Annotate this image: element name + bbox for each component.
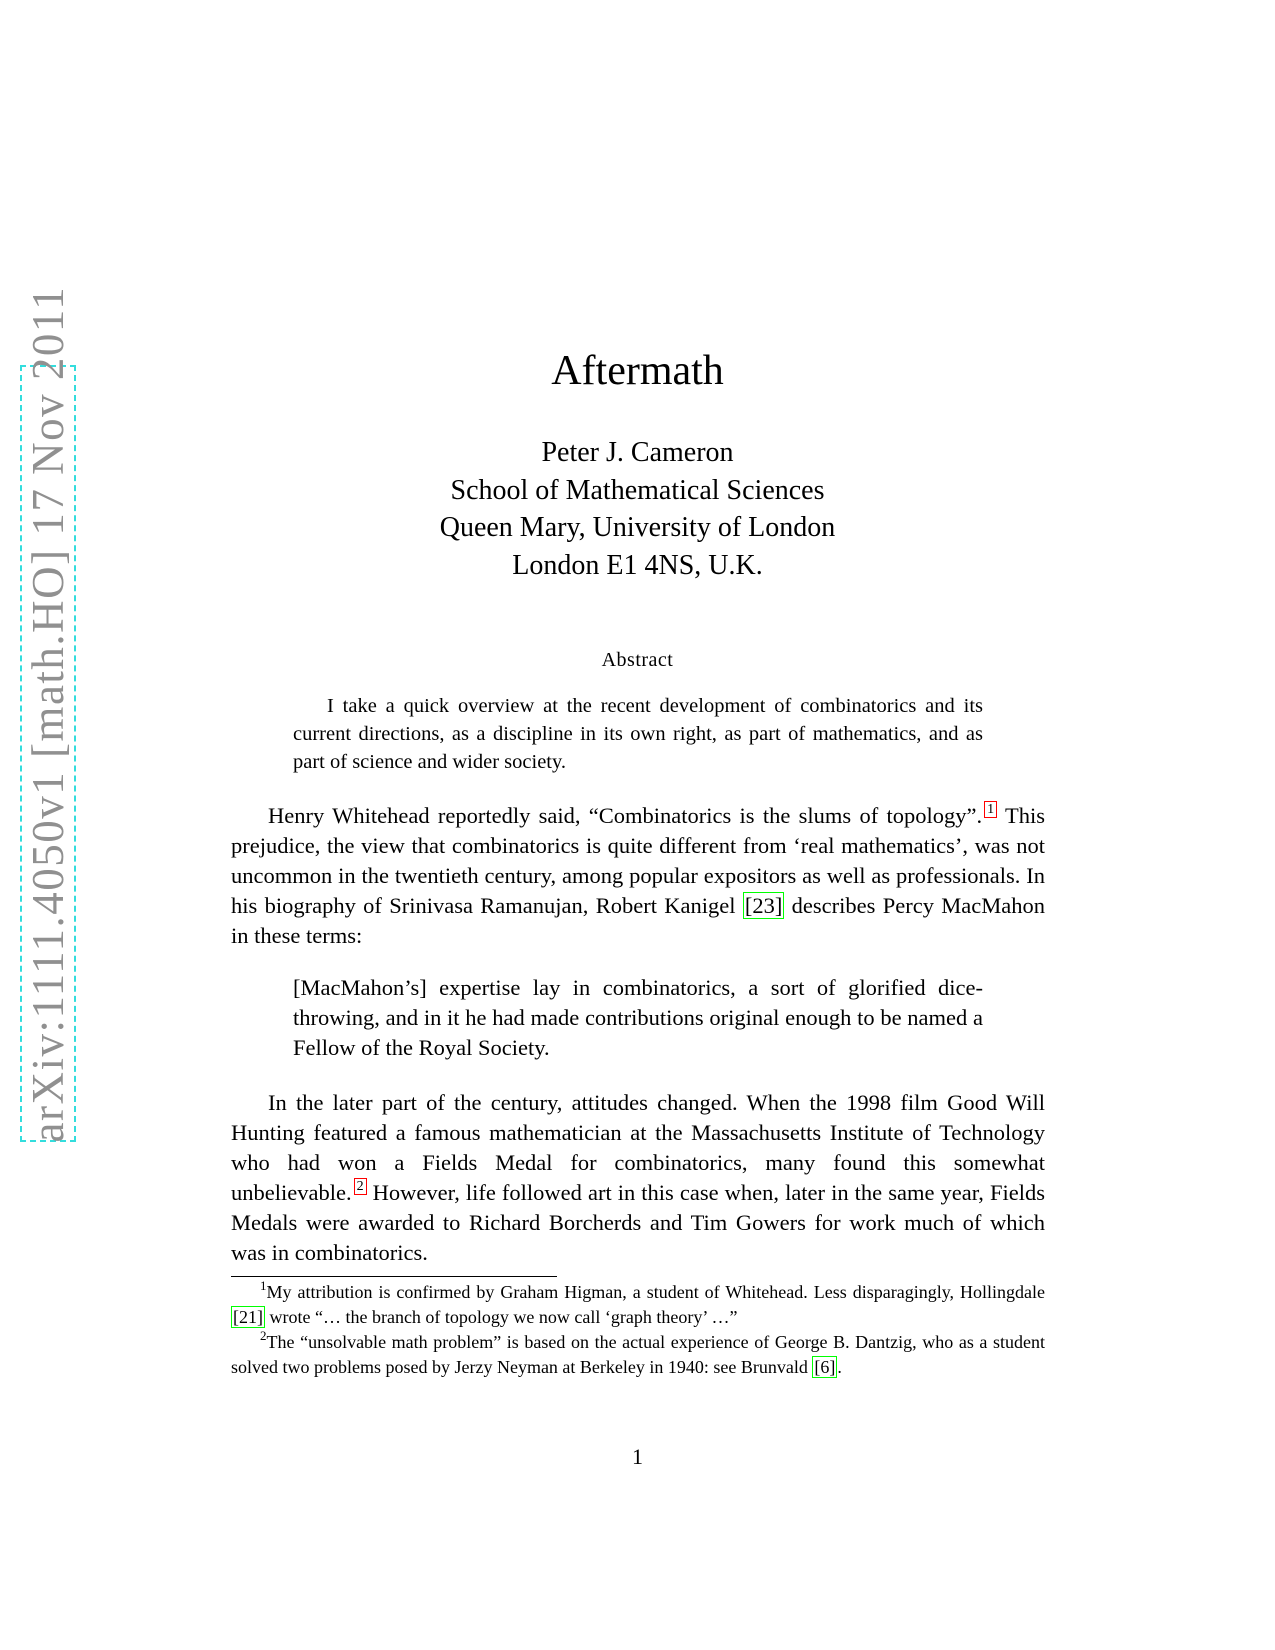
citation-link-23[interactable]: [23] [744, 893, 783, 918]
para1-text-a: Henry Whitehead reportedly said, “Combinatorics is the slums of topology”. [268, 803, 983, 828]
footnote-rule [231, 1276, 557, 1277]
footnote-number: 1 [260, 1278, 267, 1293]
paper-title: Aftermath [551, 348, 724, 394]
affiliation-line: School of Mathematical Sciences [450, 474, 825, 506]
arxiv-stamp-text: arXiv:1111.4050v1 [math.HO] 17 Nov 2011 [23, 285, 73, 1142]
footnote-1-text-b: wrote “… the branch of topology we now call ‘graph theory’ …” [265, 1307, 738, 1327]
footnote-link-1[interactable]: 1 [984, 801, 997, 818]
abstract-heading: Abstract [601, 649, 674, 671]
footnote-2-text-b: . [837, 1357, 842, 1377]
para2-text-a: In the later part of the century, attitudes changed. When the 1998 film Good Will Hunting featured a famous mathematician at the Massachusetts Institute of Technology who had won a Fields Medal for combinatorics, many found this somewhat unbelievable. [231, 1090, 1045, 1205]
block-quote: [MacMahon’s] expertise lay in combinatorics, a sort of glorified dice-throwing, and in it he had made contributions original enough to be named a Fellow of the Royal Society. [293, 975, 983, 1060]
footnote-1 [231, 1280, 1045, 1330]
affiliation-line: London E1 4NS, U.K. [512, 549, 763, 581]
para2-text-b: However, life followed art in this case when, later in the same year, Fields Medals were awarded to Richard Borcherds and Tim Gowers for work much of which was in combinatorics. [231, 1180, 1045, 1265]
footnote-2 [231, 1330, 1045, 1380]
author-name: Peter J. Cameron [541, 437, 734, 468]
affiliation-line: Queen Mary, University of London [439, 512, 836, 543]
citation-link-6[interactable]: [6] [814, 1357, 836, 1377]
abstract-text: I take a quick overview at the recent development of combinatorics and its current directions, as a discipline in its own right, as part of mathematics, and as part of science and wider society. [293, 695, 983, 773]
body-paragraph-2 [231, 1088, 1045, 1268]
footnote-number: 2 [260, 1328, 267, 1343]
page-number: 1 [632, 1444, 643, 1469]
citation-link-21[interactable]: [21] [233, 1307, 263, 1327]
author-block [0, 434, 1275, 584]
footnote-link-2[interactable]: 2 [354, 1178, 367, 1195]
footnotes [231, 1280, 1045, 1380]
para1-text-c: describes Percy MacMahon in these terms: [231, 893, 1045, 948]
para1-text-b: This prejudice, the view that combinatorics is quite different from ‘real mathematics’, was not uncommon in the twentieth century, among popular expositors as well as professionals. In his biography of Srinivasa Ramanujan, Robert Kanigel [231, 803, 1045, 918]
footnote-1-text-a: My attribution is confirmed by Graham Higman, a student of Whitehead. Less disparagingly, Hollingdale [266, 1282, 1045, 1302]
body-paragraph-1 [231, 801, 1045, 951]
footnote-2-text-a: The “unsolvable math problem” is based on the actual experience of George B. Dantzig, who as a student solved two problems posed by Jerzy Neyman at Berkeley in 1940: see Brunvald [231, 1332, 1045, 1377]
